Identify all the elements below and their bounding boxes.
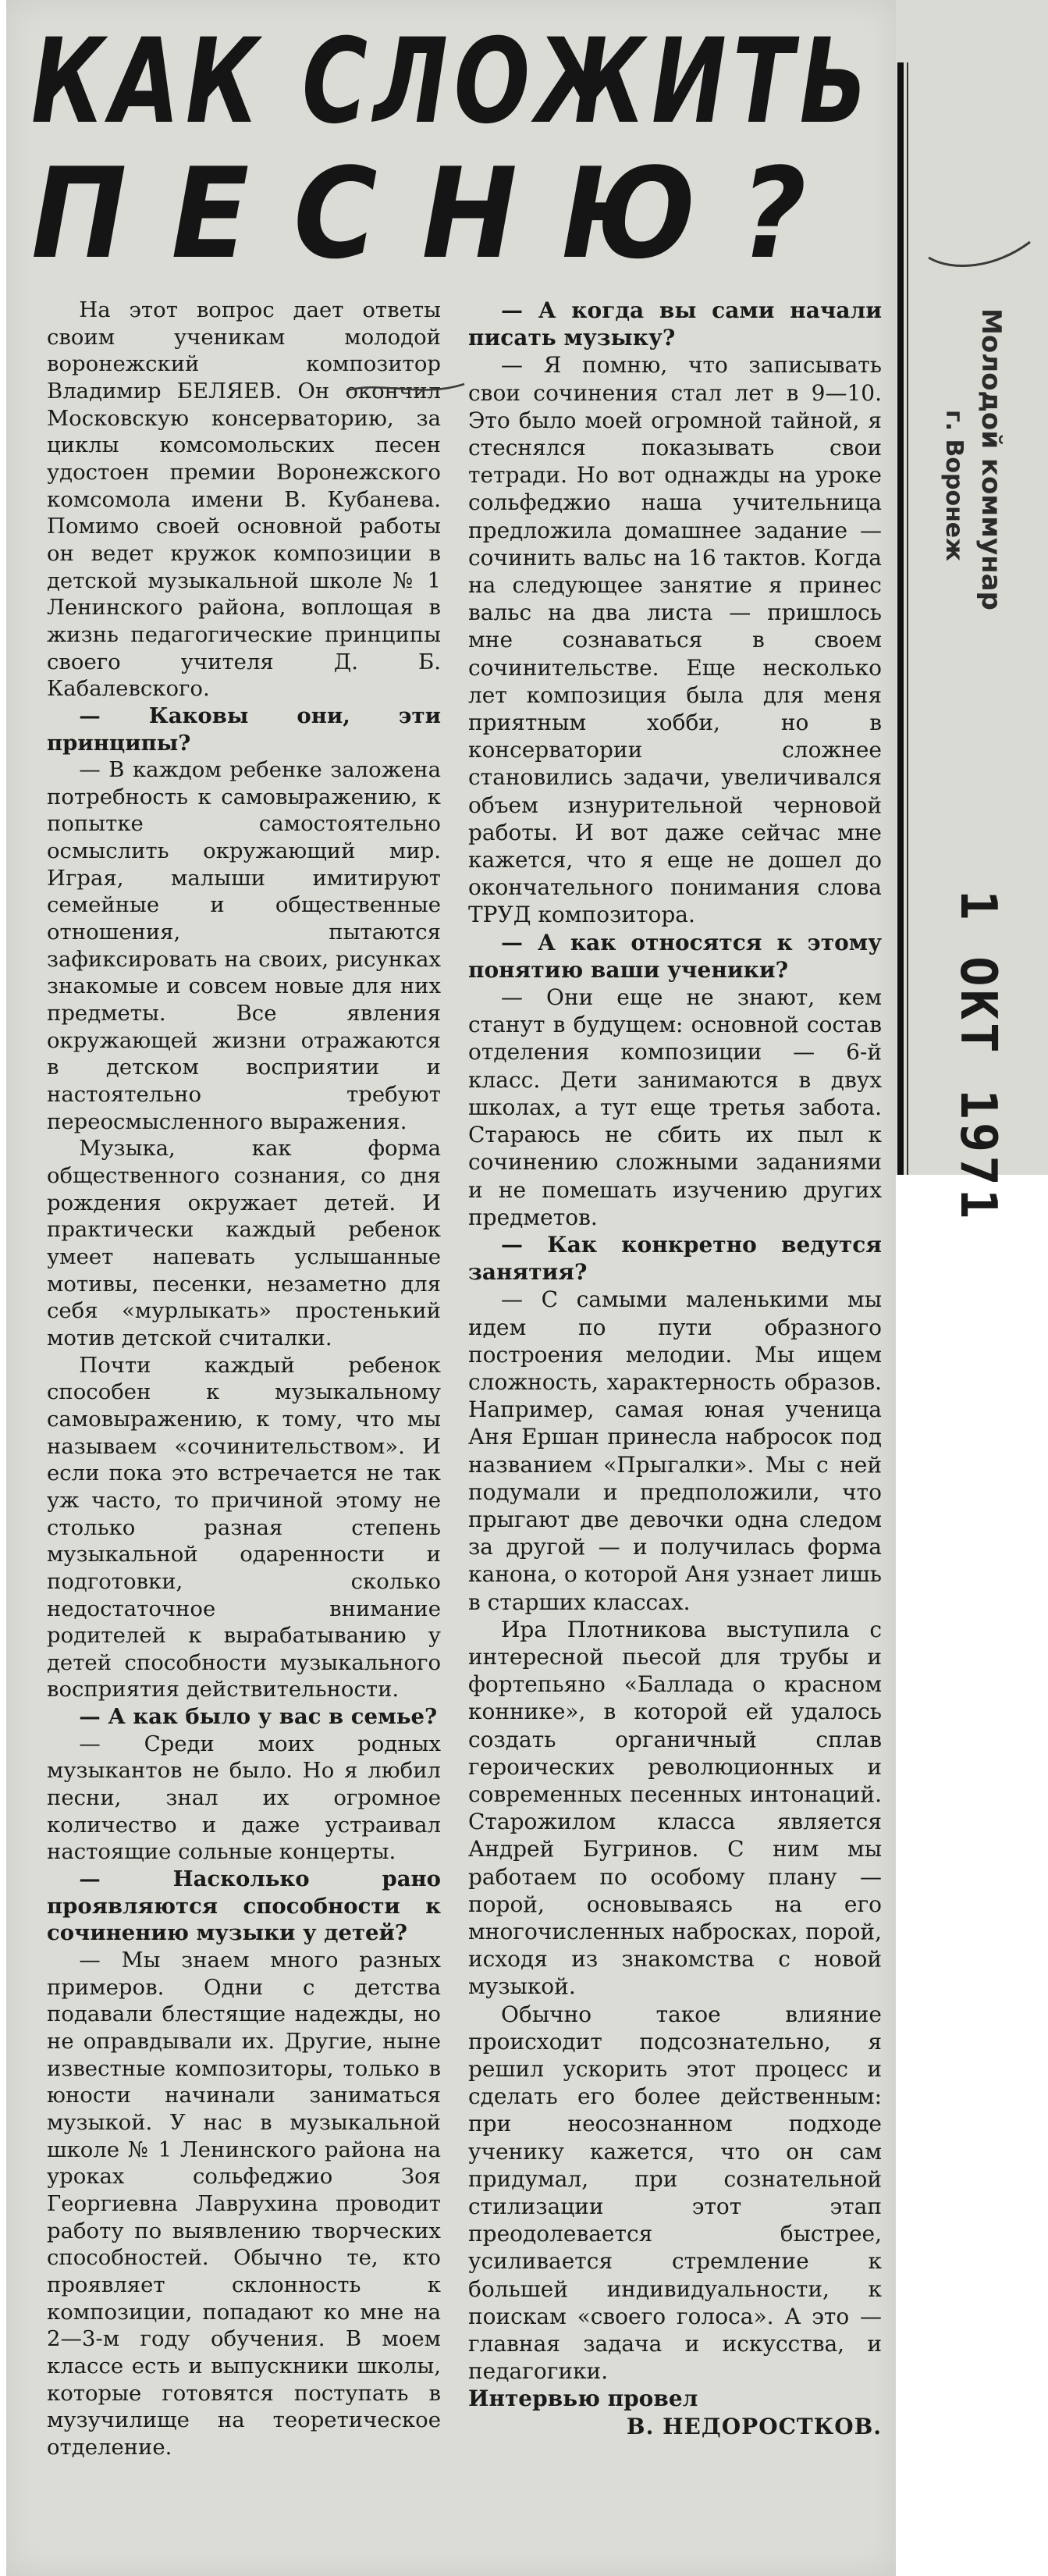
column-rule-thick <box>897 62 904 1175</box>
article-paragraph: — В каждом ребенке заложена потребность к самовыражению, к попытке самостоятельно осмыслить окружающий мир. Играя, малыши имитируют семейные и общественные отношения, пытаются зафиксировать на своих, рисунках знакомые и совсем новые для них предметы. Все явления окружающей жизни отражаются в детском восприятии и настоятельно требуют переосмысленного выражения. <box>47 757 441 1134</box>
date-stamp: 1 ОКТ 1971 <box>949 890 1007 1222</box>
article-paragraph: Ира Плотникова выступила с интересной пьесой для трубы и фортепьяно «Баллада о красном коннике», в которой ей удалось создать органичный сплав героических революционных и современных песенных интонаций. Старожилом класса является Андрей Бугринов. С ним мы работаем по особому плану — порой, основываясь на его многочисленных набросках, порой, исходя из знакомства с новой музыкой. <box>468 1616 882 2000</box>
pen-underline-icon <box>343 375 468 406</box>
byline-label: Интервью провел <box>468 2386 698 2412</box>
interview-question: — А как относятся к этому понятию ваши ученики? <box>468 929 882 983</box>
article-paragraph: — Я помню, что записывать свои сочинения стал лет в 9—10. Это было моей огромной тайной, я стеснялся показывать свои тетради. Но вот однажды на уроке сольфеджио наша учительница предложила домашнее задание — сочинить вальс на 16 тактов. Когда на следующее занятие я принес вальс на два листа — пришлось мне сознаваться в своем сочинительстве. Еще несколько лет композиция была для меня приятным хобби, но в консерватории сложнее становились задачи, увеличивался объем изнурительной черновой работы. И вот даже сейчас мне кажется, что я еще не дошел до окончательного понимания слова ТРУД композитора. <box>468 352 882 928</box>
headline-line-2: ПЕСНЮ? <box>31 141 851 286</box>
article-paragraph: Музыка, как форма общественного сознания, со дня рождения окружает детей. И практически каждый ребенок умеет напевать услышанные мотивы, песенки, незаметно для себя «мурлыкать» простенький мотив детской считалки. <box>47 1136 441 1350</box>
column-rule-thin <box>907 62 908 1175</box>
interview-question: — А когда вы сами начали писать музыку? <box>468 297 882 351</box>
interview-question: — Как конкретно ведутся занятия? <box>468 1231 882 1286</box>
interview-question: — А как было у вас в семье? <box>79 1704 438 1730</box>
byline-author: В. НЕДОРОСТКОВ. <box>626 2413 882 2439</box>
article-paragraph: На этот вопрос дает ответы своим ученикам молодой воронежский композитор Владимир БЕЛЯЕВ. Он окончил Московскую консерваторию, за циклы комсомольских песен удостоен премии Воронежского комсомола имени В. Кубанева. Помимо своей основной работы он ведет кружок композиции в детской музыкальной школе № 1 Ленинского района, воплощая в жизнь педагогические принципы своего учителя Д. Б. Кабалевского. <box>47 297 441 702</box>
article-paragraph: — Они еще не знают, кем станут в будущем: основной состав отделения композиции — 6-й класс. Дети занимаются в двух школах, а тут еще третья забота. Стараюсь не сбить их пыл к сочинению сложными заданиями и не помешать изучению других предметов. <box>468 984 882 1230</box>
article-column-right <box>468 297 882 2440</box>
article-paragraph: Обычно такое влияние происходит подсознательно, я решил ускорить этот процесс и сделать его более действенным: при неосознанном подходе ученику кажется, что он сам придумал, при сознательной стилизации этот этап преодолевается быстрее, усиливается стремление к большей индивидуальности, к поискам «своего голоса». А это — главная задача и искусства, и педагогики. <box>468 2001 882 2385</box>
newspaper-name: Молодой коммунар <box>975 308 1007 610</box>
article-column-left <box>47 297 441 2461</box>
article-paragraph: Почти каждый ребенок способен к музыкальному самовыражению, к тому, что мы называем «сочинительством». И если пока это встречается не так уж часто, то причиной этому не столько разная степень музыкальной одаренности и подготовки, сколько недостаточное внимание родителей к вырабатыванию у детей способности музыкального восприятия действительности. <box>47 1352 441 1703</box>
interview-question: — Насколько рано проявляются способности к сочинению музыки у детей? <box>47 1866 441 1946</box>
article-paragraph: — Мы знаем много разных примеров. Одни с детства подавали блестящие надежды, но не оправдывали их. Другие, ныне известные композиторы, только в юности начинали заниматься музыкой. У нас в музыкальной школе № 1 Ленинского района на уроках сольфеджио Зоя Георгиевна Лаврухина проводит работу по выявлению творческих способностей. Обычно те, кто проявляет склонность к композиции, попадают ко мне на 2—3-м году обучения. В моем классе есть и выпускники школы, которые готовятся поступать в музучилище на теоретическое отделение. <box>47 1948 441 2460</box>
headline-line-1: КАК СЛОЖИТЬ <box>31 14 874 150</box>
interview-question: — Каковы они, эти принципы? <box>47 703 441 756</box>
newspaper-city: г. Воронеж <box>940 410 968 562</box>
article-paragraph: — Среди моих родных музыкантов не было. Но я любил песни, знал их огромное количество и даже устраивал настоящие сольные концерты. <box>47 1731 441 1865</box>
pen-stroke-icon <box>921 211 1038 281</box>
article-paragraph: — С самыми маленькими мы идем по пути образного построения мелодии. Мы ищем сложность, характерность образов. Например, самая юная ученица Аня Ершан принесла набросок под названием «Прыгалки». Мы с ней подумали и предположили, что прыгают две девочки одна следом за другой — и получилась форма канона, о которой Аня узнает лишь в старших классах. <box>468 1286 882 1615</box>
